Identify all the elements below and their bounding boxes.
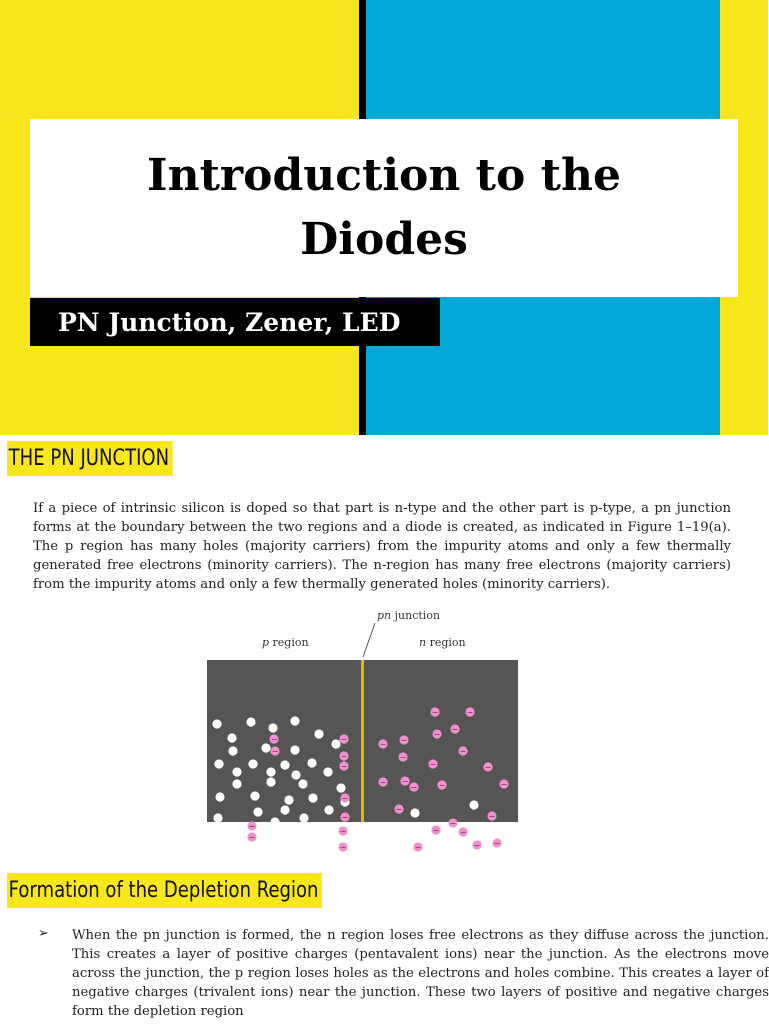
hole-carrier	[213, 813, 222, 822]
electron-minus-sign: −	[340, 752, 348, 761]
hole-carrier	[266, 767, 275, 776]
hole-carrier	[290, 716, 299, 725]
cover-banner	[0, 0, 768, 435]
electron-minus-sign: −	[429, 760, 437, 769]
hole-carrier	[232, 779, 241, 788]
hole-carrier	[253, 807, 262, 816]
section-heading-pn-junction: THE PN JUNCTION	[7, 441, 172, 476]
electron-minus-sign: −	[248, 833, 256, 842]
hole-carrier	[298, 779, 307, 788]
hole-carrier	[250, 791, 259, 800]
electron-minus-sign: −	[341, 813, 349, 822]
pn-junction-paragraph: If a piece of intrinsic silicon is doped so that part is n-type and the other part is p-type, a pn junction forms at the boundary between the two regions and a diode is created, as indicated in Figure 1–19(a). The p region has many holes (majority carriers) from the impurity atoms and only a few thermally generated free electrons (minority carriers). The n-region has many free electrons (majority carriers) from the impurity atoms and only a few thermally generated holes (minority carriers).	[33, 501, 731, 592]
electron-minus-sign: −	[438, 781, 446, 790]
hole-carrier	[326, 850, 335, 859]
electron-minus-sign: −	[484, 763, 492, 772]
electron-minus-sign: −	[473, 841, 481, 850]
hole-carrier	[312, 835, 321, 844]
electron-minus-sign: −	[399, 753, 407, 762]
hole-carrier	[291, 770, 300, 779]
hole-carrier	[307, 758, 316, 767]
electron-minus-sign: −	[500, 780, 508, 789]
p-region-label: p region	[262, 636, 309, 649]
hole-carrier	[232, 767, 241, 776]
electron-minus-sign: −	[341, 794, 349, 803]
hole-carrier	[248, 759, 257, 768]
title-box	[30, 119, 738, 297]
pn-junction-figure	[205, 605, 520, 852]
hole-carrier	[296, 849, 305, 858]
hole-carrier	[246, 717, 255, 726]
hole-carrier	[410, 808, 419, 817]
bullet-text: When the pn junction is formed, the n region loses free electrons as they diffuse across the junction. This creates a layer of positive charges (pentavalent ions) near the junction. As the electrons move across the junction, the p region loses holes as the electrons and holes combine. This creates a layer of negative charges (trivalent ions) near the junction. These two layers of positive and negative charges form the depletion region	[72, 928, 769, 1019]
electron-minus-sign: −	[339, 827, 347, 836]
electron-minus-sign: −	[493, 839, 501, 848]
electron-minus-sign: −	[432, 826, 440, 835]
electron-minus-sign: −	[449, 819, 457, 828]
electron-minus-sign: −	[270, 735, 278, 744]
hole-carrier	[314, 729, 323, 738]
hole-carrier	[268, 723, 277, 732]
hole-carrier	[308, 793, 317, 802]
hole-carrier	[323, 767, 332, 776]
electron-minus-sign: −	[459, 828, 467, 837]
page-title: Introduction to the Diodes	[147, 150, 621, 265]
hole-carrier	[215, 792, 224, 801]
hole-carrier	[290, 745, 299, 754]
hole-carrier	[214, 759, 223, 768]
electron-minus-sign: −	[414, 843, 422, 852]
hole-carrier	[325, 825, 334, 834]
hole-carrier	[324, 805, 333, 814]
hole-carrier	[280, 805, 289, 814]
electron-minus-sign: −	[451, 725, 459, 734]
electron-minus-sign: −	[248, 822, 256, 831]
electron-minus-sign: −	[379, 740, 387, 749]
electron-minus-sign: −	[379, 778, 387, 787]
electron-minus-sign: −	[400, 736, 408, 745]
junction-line	[361, 660, 364, 822]
hole-carrier	[227, 733, 236, 742]
subtitle-box	[30, 298, 440, 346]
hole-carrier	[228, 746, 237, 755]
hole-carrier	[262, 849, 271, 858]
hole-carrier	[261, 743, 270, 752]
hole-carrier	[331, 739, 340, 748]
hole-carrier	[284, 837, 293, 846]
electron-minus-sign: −	[401, 777, 409, 786]
hole-carrier	[280, 760, 289, 769]
page-subtitle: PN Junction, Zener, LED	[58, 307, 401, 337]
hole-carrier	[212, 719, 221, 728]
hole-carrier	[336, 783, 345, 792]
electron-minus-sign: −	[395, 805, 403, 814]
hole-carrier	[270, 817, 279, 826]
arrow-bullet-icon: ➢	[38, 926, 49, 941]
hole-carrier	[266, 777, 275, 786]
hole-carrier	[469, 800, 478, 809]
electron-minus-sign: −	[433, 730, 441, 739]
electron-minus-sign: −	[340, 762, 348, 771]
electron-minus-sign: −	[431, 708, 439, 717]
electron-minus-sign: −	[488, 812, 496, 821]
hole-carrier	[221, 855, 230, 864]
electron-minus-sign: −	[459, 747, 467, 756]
section-heading-depletion-region: Formation of the Depletion Region	[7, 873, 322, 908]
electron-minus-sign: −	[410, 783, 418, 792]
n-region-label: n region	[419, 636, 466, 649]
electron-minus-sign: −	[340, 735, 348, 744]
hole-carrier	[284, 795, 293, 804]
electron-minus-sign: −	[339, 843, 347, 852]
electron-minus-sign: −	[271, 747, 279, 756]
electron-minus-sign: −	[466, 708, 474, 717]
hole-carrier	[299, 813, 308, 822]
junction-pointer	[363, 623, 375, 657]
junction-label: pn junction	[377, 609, 441, 622]
hole-carrier	[234, 823, 243, 832]
